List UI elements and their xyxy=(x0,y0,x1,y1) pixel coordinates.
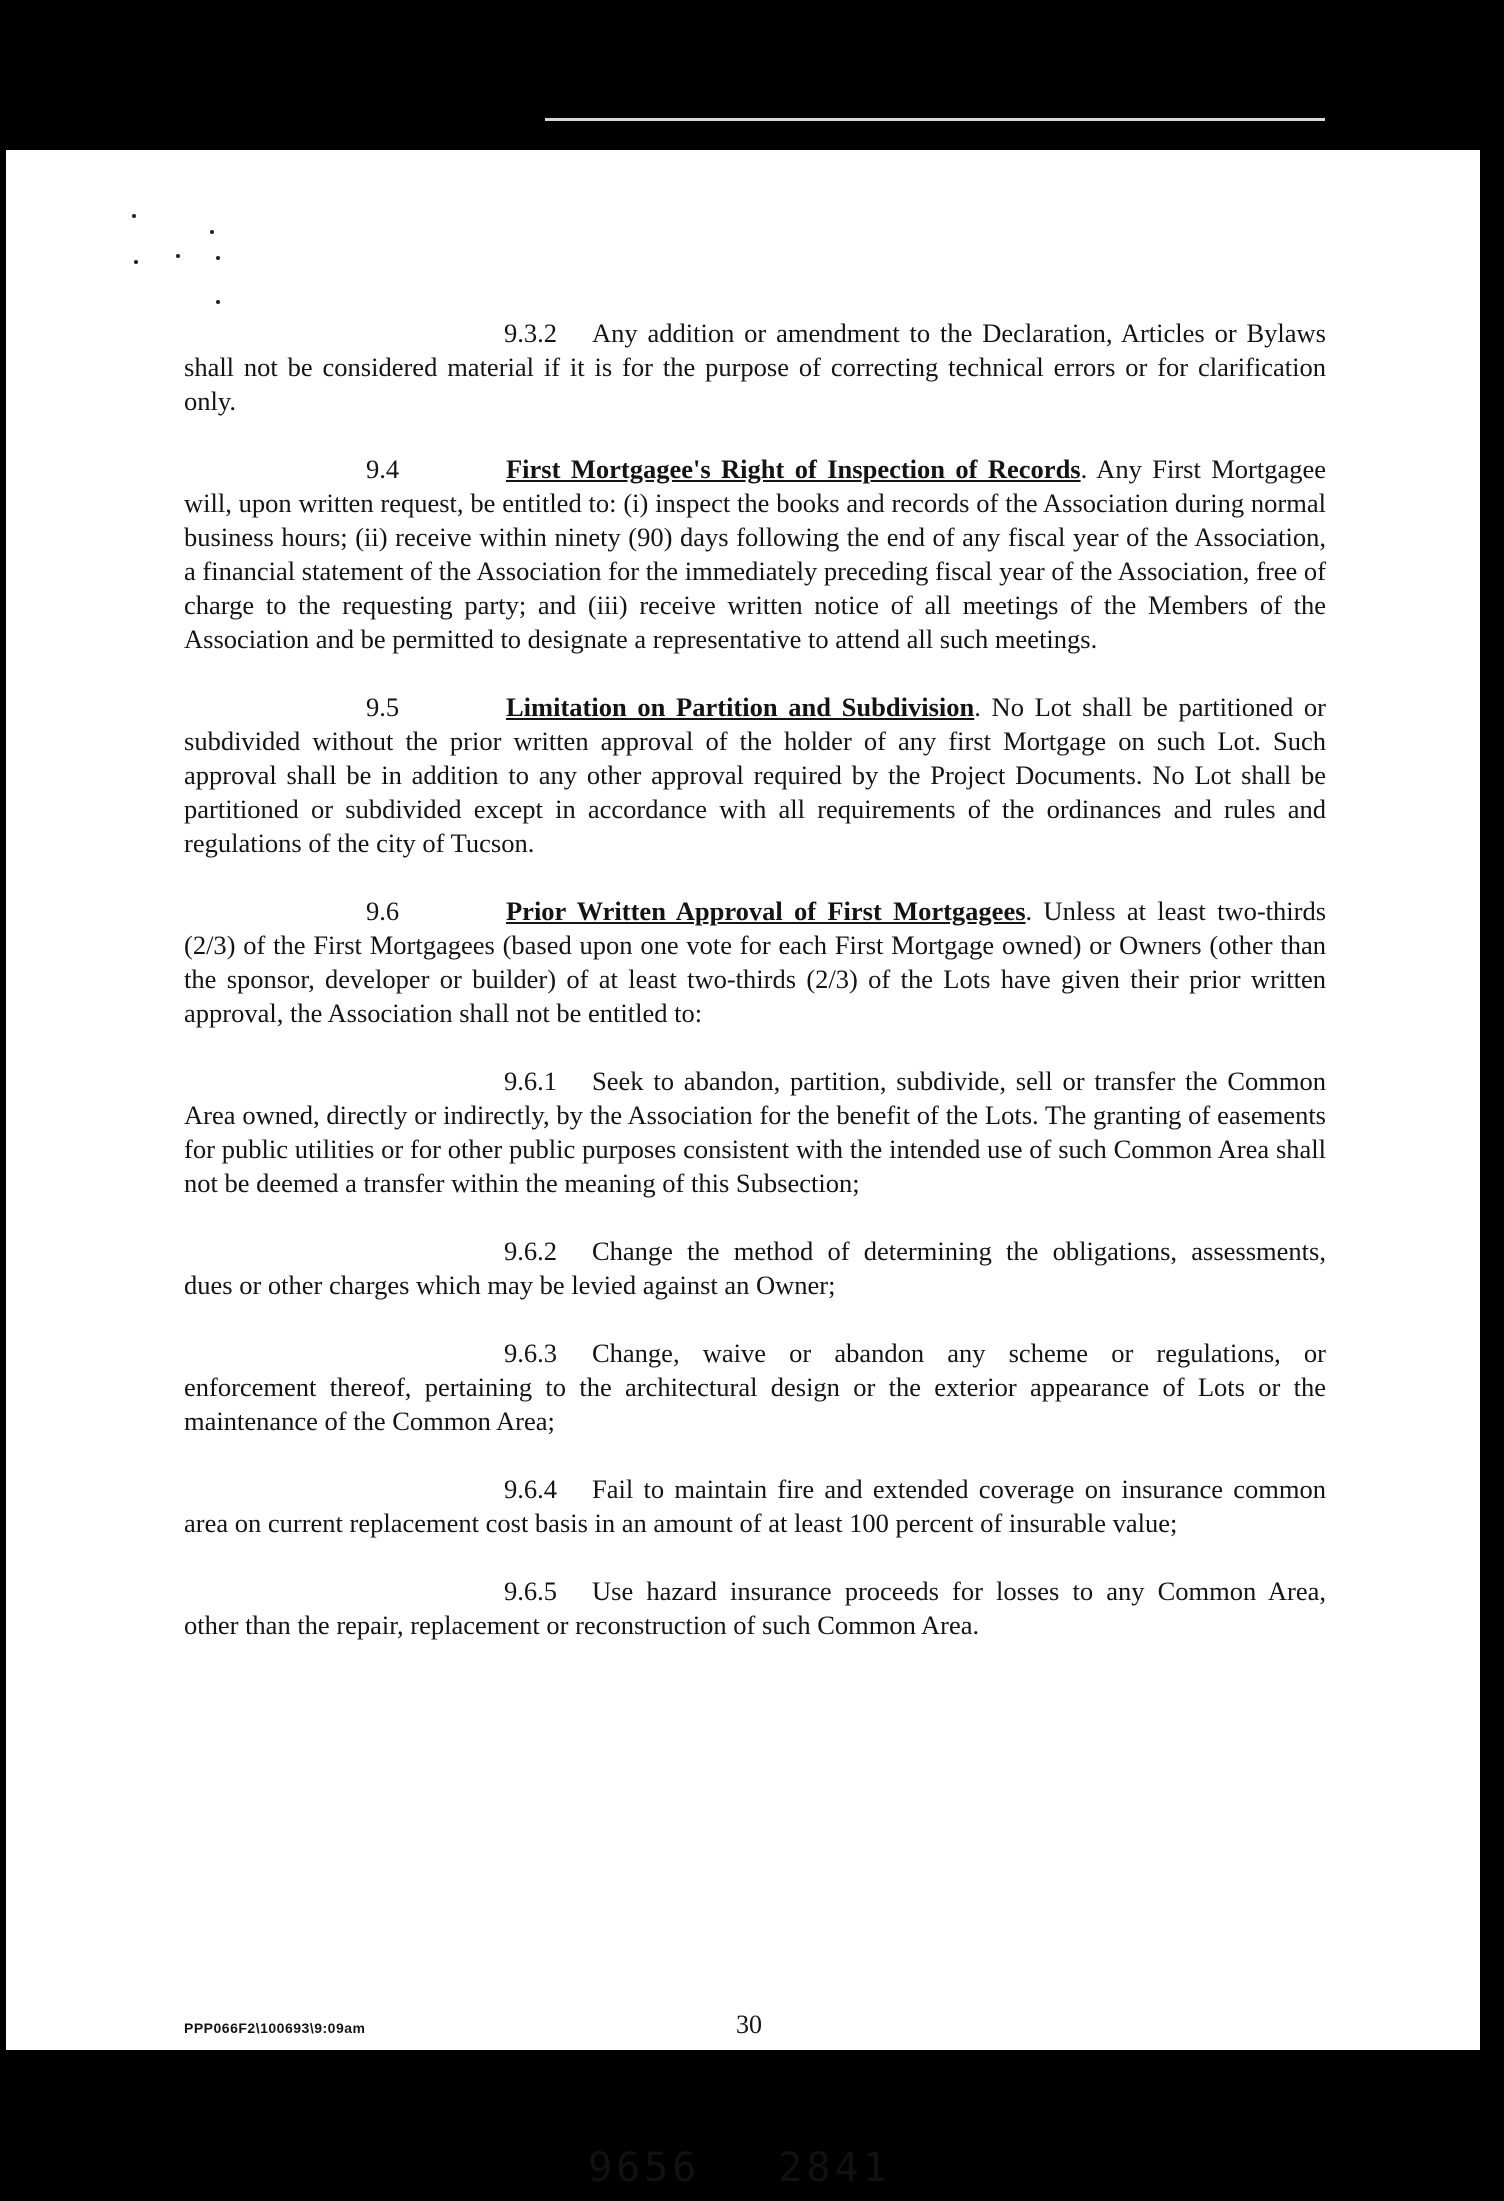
section-text: Seek to abandon, partition, subdivide, sell or transfer the Common Area owned, directly or indirectly, by the Association for the benefit of the Lots. The granting of easements for public utilities or for other public purposes consistent with the intended use of such Common Area shall not be deemed a transfer within the meaning of this Subsection; xyxy=(184,1066,1326,1198)
recording-stamp xyxy=(588,2145,891,2191)
page-number: 30 xyxy=(736,2010,762,2039)
scan-speck xyxy=(132,214,136,218)
section-number: 9.5 xyxy=(366,692,400,722)
section-text: . Unless at least two-thirds (2/3) of the First Mortgagees (based upon one vote for each First Mortgage owned) or Owners (other than the sponsor, developer or builder) of at least two-thirds (2/3) of the Lots have given their prior written approval, the Association shall not be entitled to: xyxy=(184,896,1327,1028)
section-text: Change, waive or abandon any scheme or regulations, or enforcement thereof, pertaining to the architectural design or the exterior appearance of Lots or the maintenance of the Common Area; xyxy=(184,1338,1326,1436)
section-number: 9.6.1 xyxy=(504,1066,557,1096)
section-text: Fail to maintain fire and extended coverage on insurance common area on current replacement cost basis in an amount of at least 100 percent of insurable value; xyxy=(184,1474,1326,1538)
section-9-5 xyxy=(184,690,1326,860)
scan-speck xyxy=(216,256,220,260)
section-text: . No Lot shall be partitioned or subdivided without the prior written approval of the holder of any first Mortgage on such Lot. Such approval shall be in addition to any other approval required by the Project Documents. No Lot shall be partitioned or subdivided except in accordance with all requirements of the ordinances and rules and regulations of the city of Tucson. xyxy=(184,692,1327,858)
section-text: Any addition or amendment to the Declaration, Articles or Bylaws shall not be considered material if it is for the purpose of correcting technical errors or for clarification only. xyxy=(184,318,1326,416)
section-number: 9.6.5 xyxy=(504,1576,557,1606)
recording-book: 9656 xyxy=(588,2145,701,2191)
section-text: . Any First Mortgagee will, upon written request, be entitled to: (i) inspect the books and records of the Association during normal business hours; (ii) receive within ninety (90) days following the end of any fiscal year of the Association, a financial statement of the Association for the immediately preceding fiscal year of the Association, free of charge to the requesting party; and (iii) receive written notice of all meetings of the Members of the Association and be permitted to designate a representative to attend all such meetings. xyxy=(184,454,1327,654)
scan-speck xyxy=(216,300,220,304)
scan-speck xyxy=(134,260,138,264)
section-9-6-1 xyxy=(184,1064,1326,1200)
section-9-4 xyxy=(184,452,1326,656)
document-body xyxy=(184,316,1326,1642)
section-heading: Limitation on Partition and Subdivision xyxy=(506,692,975,722)
section-heading: Prior Written Approval of First Mortgagees xyxy=(506,896,1026,926)
section-9-3-2 xyxy=(184,316,1326,418)
scan-speck xyxy=(210,230,214,234)
section-number: 9.3.2 xyxy=(504,318,557,348)
section-9-6-2 xyxy=(184,1234,1326,1302)
section-number: 9.6.3 xyxy=(504,1338,557,1368)
section-9-6-5 xyxy=(184,1574,1326,1642)
section-number: 9.6.4 xyxy=(504,1474,557,1504)
section-number: 9.6.2 xyxy=(504,1236,557,1266)
section-text: Change the method of determining the obligations, assessments, dues or other charges which may be levied against an Owner; xyxy=(184,1236,1326,1300)
page-footer xyxy=(184,2010,1326,2050)
file-code: PPP066F2\100693\9:09am xyxy=(184,2020,366,2036)
section-number: 9.6 xyxy=(366,896,400,926)
scan-edge-line xyxy=(545,118,1325,121)
recording-page: 2841 xyxy=(778,2145,891,2191)
section-text: Use hazard insurance proceeds for losses to any Common Area, other than the repair, replacement or reconstruction of such Common Area. xyxy=(184,1576,1326,1640)
section-9-6 xyxy=(184,894,1326,1030)
section-heading: First Mortgagee's Right of Inspection of Records xyxy=(506,454,1081,484)
scan-speck xyxy=(176,254,180,258)
section-number: 9.4 xyxy=(366,454,400,484)
document-page xyxy=(6,150,1480,2191)
section-9-6-4 xyxy=(184,1472,1326,1540)
section-9-6-3 xyxy=(184,1336,1326,1438)
